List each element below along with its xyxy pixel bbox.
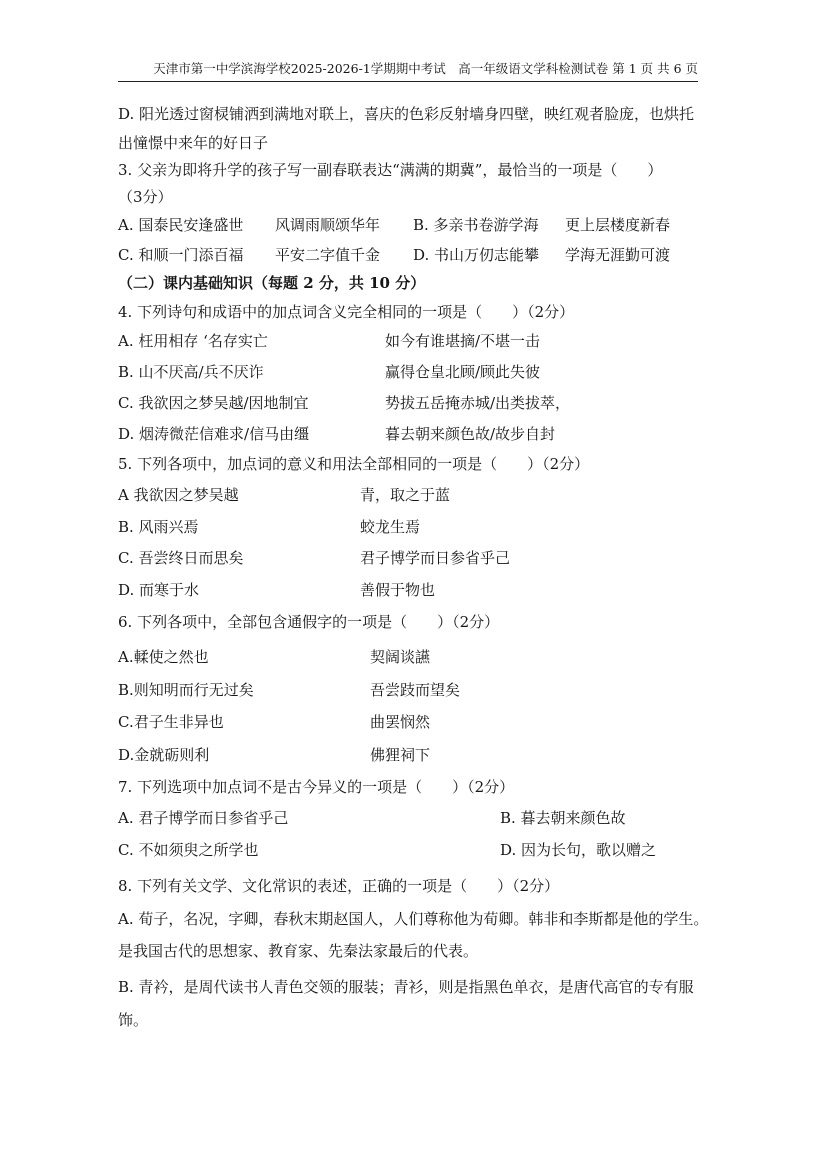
q8-option-b-line1: B. 青衿，是周代读书人青色交领的服装；青衫，则是指黑色单衣，是唐代高官的专有服 xyxy=(118,978,694,996)
q8-option-b-line2: 饰。 xyxy=(118,1011,149,1029)
q6-row-c-left: C.君子生非异也 xyxy=(118,713,224,731)
q5-row-c-left: C. 吾尝终日而思矣 xyxy=(118,549,244,567)
q7-option-d: D. 因为长句，歌以赠之 xyxy=(500,841,657,859)
q8-stem: 8. 下列有关文学、文化常识的表述，正确的一项是（ ）（2分） xyxy=(118,877,560,895)
q4-row-d-right: 暮去朝来颜色故/故步自封 xyxy=(385,425,556,443)
q4-stem: 4. 下列诗句和成语中的加点词含义完全相同的一项是（ ）（2分） xyxy=(118,303,575,321)
q2-option-d-line1: D. 阳光透过窗棂铺洒到满地对联上，喜庆的色彩反射墙身四壁，映红观者脸庞，也烘托 xyxy=(118,105,695,123)
q3-option-d-label: D. 书山万仞志能攀 xyxy=(413,246,540,264)
q6-row-c-right: 曲罢悯然 xyxy=(370,713,431,731)
q6-row-a-left: A.輮使之然也 xyxy=(118,648,209,666)
page-header: 天津市第一中学滨海学校2025-2026-1学期期中考试 高一年级语文学科检测试卷 第 1 页 共 6 页 xyxy=(118,60,698,82)
q3-option-c-text: 平安二字值千金 xyxy=(275,246,381,264)
q3-score: （3分） xyxy=(118,188,173,206)
q5-row-c-right: 君子博学而日参省乎己 xyxy=(360,549,511,567)
q7-option-b: B. 暮去朝来颜色故 xyxy=(500,809,626,827)
q5-row-b-left: B. 风雨兴焉 xyxy=(118,518,199,536)
q8-option-a-line1: A. 荀子，名况，字卿，春秋末期赵国人，人们尊称他为荀卿。韩非和李斯都是他的学生。 xyxy=(118,910,709,928)
q5-row-a-left: A 我欲因之梦吴越 xyxy=(118,486,239,504)
q6-row-b-right: 吾尝跂而望矣 xyxy=(370,681,461,699)
q5-row-d-left: D. 而寒于水 xyxy=(118,581,200,599)
section-2-title: （二）课内基础知识（每题 2 分，共 10 分） xyxy=(118,274,426,292)
q3-option-b-label: B. 多亲书卷游学海 xyxy=(413,216,539,234)
q5-row-a-right: 青，取之于蓝 xyxy=(360,486,451,504)
q4-row-c-right: 势拔五岳掩赤城/出类拔萃， xyxy=(385,394,571,412)
q6-row-a-right: 契阔谈讌 xyxy=(370,648,431,666)
q4-row-c-left: C. 我欲因之梦吴越/因地制宜 xyxy=(118,394,309,412)
q6-stem: 6. 下列各项中，全部包含通假字的一项是（ ）（2分） xyxy=(118,613,500,631)
q3-stem: 3. 父亲为即将升学的孩子写一副春联表达“满满的期冀”，最恰当的一项是（ ） xyxy=(118,161,663,179)
q6-row-b-left: B.则知明而行无过矣 xyxy=(118,681,254,699)
q3-option-d-text: 学海无涯勤可渡 xyxy=(565,246,671,264)
q7-option-c: C. 不如须臾之所学也 xyxy=(118,841,259,859)
q3-option-b-text: 更上层楼度新春 xyxy=(565,216,671,234)
q4-row-a-left: A. 枉用相存 ‘名存实亡 xyxy=(118,332,268,350)
q8-option-a-line2: 是我国古代的思想家、教育家、先秦法家最后的代表。 xyxy=(118,942,479,960)
q7-option-a: A. 君子博学而日参省乎己 xyxy=(118,809,289,827)
q2-option-d-line2: 出憧憬中来年的好日子 xyxy=(118,134,269,152)
q5-row-d-right: 善假于物也 xyxy=(360,581,436,599)
q5-stem: 5. 下列各项中，加点词的意义和用法全部相同的一项是（ ）（2分） xyxy=(118,455,590,473)
q4-row-b-right: 赢得仓皇北顾/顾此失彼 xyxy=(385,363,541,381)
q3-option-a-text: 风调雨顺颂华年 xyxy=(275,216,381,234)
q6-row-d-right: 佛狸祠下 xyxy=(370,746,431,764)
q7-stem: 7. 下列选项中加点词不是古今异义的一项是（ ）（2分） xyxy=(118,778,515,796)
q5-row-b-right: 蛟龙生焉 xyxy=(360,518,421,536)
q3-option-a-label: A. 国泰民安逢盛世 xyxy=(118,216,244,234)
q3-option-c-label: C. 和顺一门添百福 xyxy=(118,246,244,264)
q4-row-a-right: 如今有谁堪摘/不堪一击 xyxy=(385,332,541,350)
q4-row-b-left: B. 山不厌高/兵不厌诈 xyxy=(118,363,264,381)
q4-row-d-left: D. 烟涛微茫信难求/信马由缰 xyxy=(118,425,310,443)
q6-row-d-left: D.金就砺则利 xyxy=(118,746,210,764)
